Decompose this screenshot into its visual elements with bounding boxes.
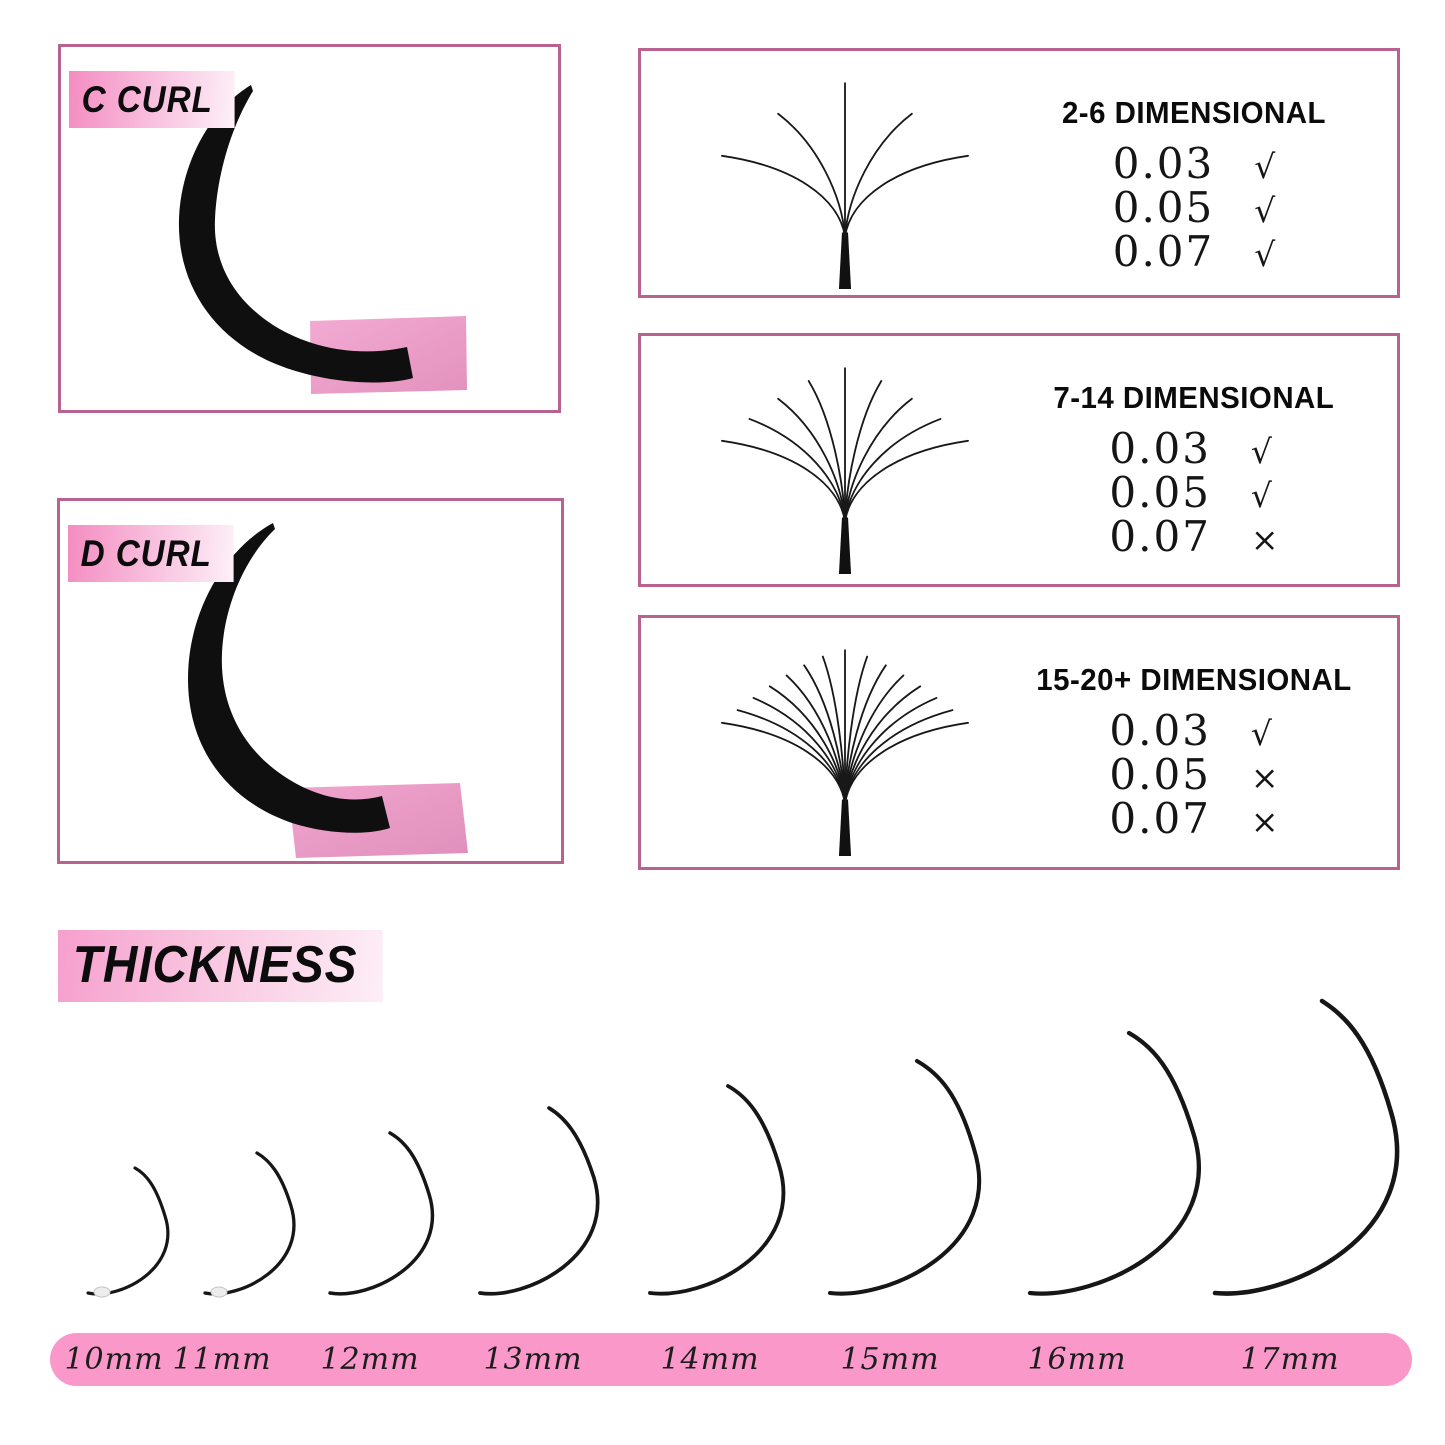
length-label-13mm: 13mm [483, 1341, 583, 1377]
dimensional-title: 15-20+ DIMENSIONAL [1036, 662, 1352, 697]
dimensional-text [996, 51, 1392, 295]
thickness-value: 0.05 [1109, 750, 1211, 799]
thickness-value: 0.07 [1112, 227, 1215, 276]
dimensional-card-15-20 [638, 615, 1400, 870]
length-bar [50, 1333, 1412, 1386]
lash-fan-7-14 [699, 346, 991, 578]
check-mark: √ [1254, 147, 1276, 186]
length-label-11mm: 11mm [172, 1341, 272, 1377]
length-label-14mm: 14mm [660, 1341, 760, 1377]
length-label-15mm: 15mm [840, 1341, 940, 1377]
cross-mark: × [1250, 802, 1279, 841]
length-label-10mm: 10mm [64, 1341, 164, 1377]
thickness-value: 0.07 [1109, 794, 1211, 843]
check-mark: √ [1250, 476, 1272, 515]
thickness-label: THICKNESS [58, 930, 383, 1002]
thickness-options [1109, 424, 1279, 561]
dimensional-text [996, 618, 1392, 867]
cross-mark: × [1250, 520, 1279, 559]
lash-fan-15-20 [699, 628, 991, 860]
cross-mark: × [1250, 758, 1279, 797]
lash-fan-2-6 [699, 61, 991, 293]
lash-length-row [40, 988, 1430, 1318]
length-label-16mm: 16mm [1027, 1341, 1127, 1377]
c-curl-label: C CURL [69, 71, 234, 128]
dimensional-card-7-14 [638, 333, 1400, 587]
dimensional-title: 7-14 DIMENSIONAL [1053, 380, 1335, 415]
check-mark: √ [1254, 235, 1276, 274]
dimensional-card-2-6 [638, 48, 1400, 298]
thickness-value: 0.05 [1112, 183, 1215, 232]
thickness-options [1109, 706, 1279, 843]
length-label-12mm: 12mm [320, 1341, 420, 1377]
thickness-value: 0.03 [1109, 424, 1211, 473]
d-curl-label: D CURL [68, 525, 233, 582]
thickness-value: 0.07 [1109, 512, 1211, 561]
thickness-options [1112, 139, 1276, 276]
d-curl-card [57, 498, 564, 864]
length-label-17mm: 17mm [1240, 1341, 1340, 1377]
c-curl-card [58, 44, 561, 413]
check-mark: √ [1250, 714, 1272, 753]
dimensional-title: 2-6 DIMENSIONAL [1061, 95, 1327, 130]
thickness-value: 0.05 [1109, 468, 1211, 517]
check-mark: √ [1254, 191, 1276, 230]
check-mark: √ [1250, 432, 1272, 471]
thickness-value: 0.03 [1109, 706, 1211, 755]
dimensional-text [996, 336, 1392, 584]
thickness-value: 0.03 [1112, 139, 1215, 188]
